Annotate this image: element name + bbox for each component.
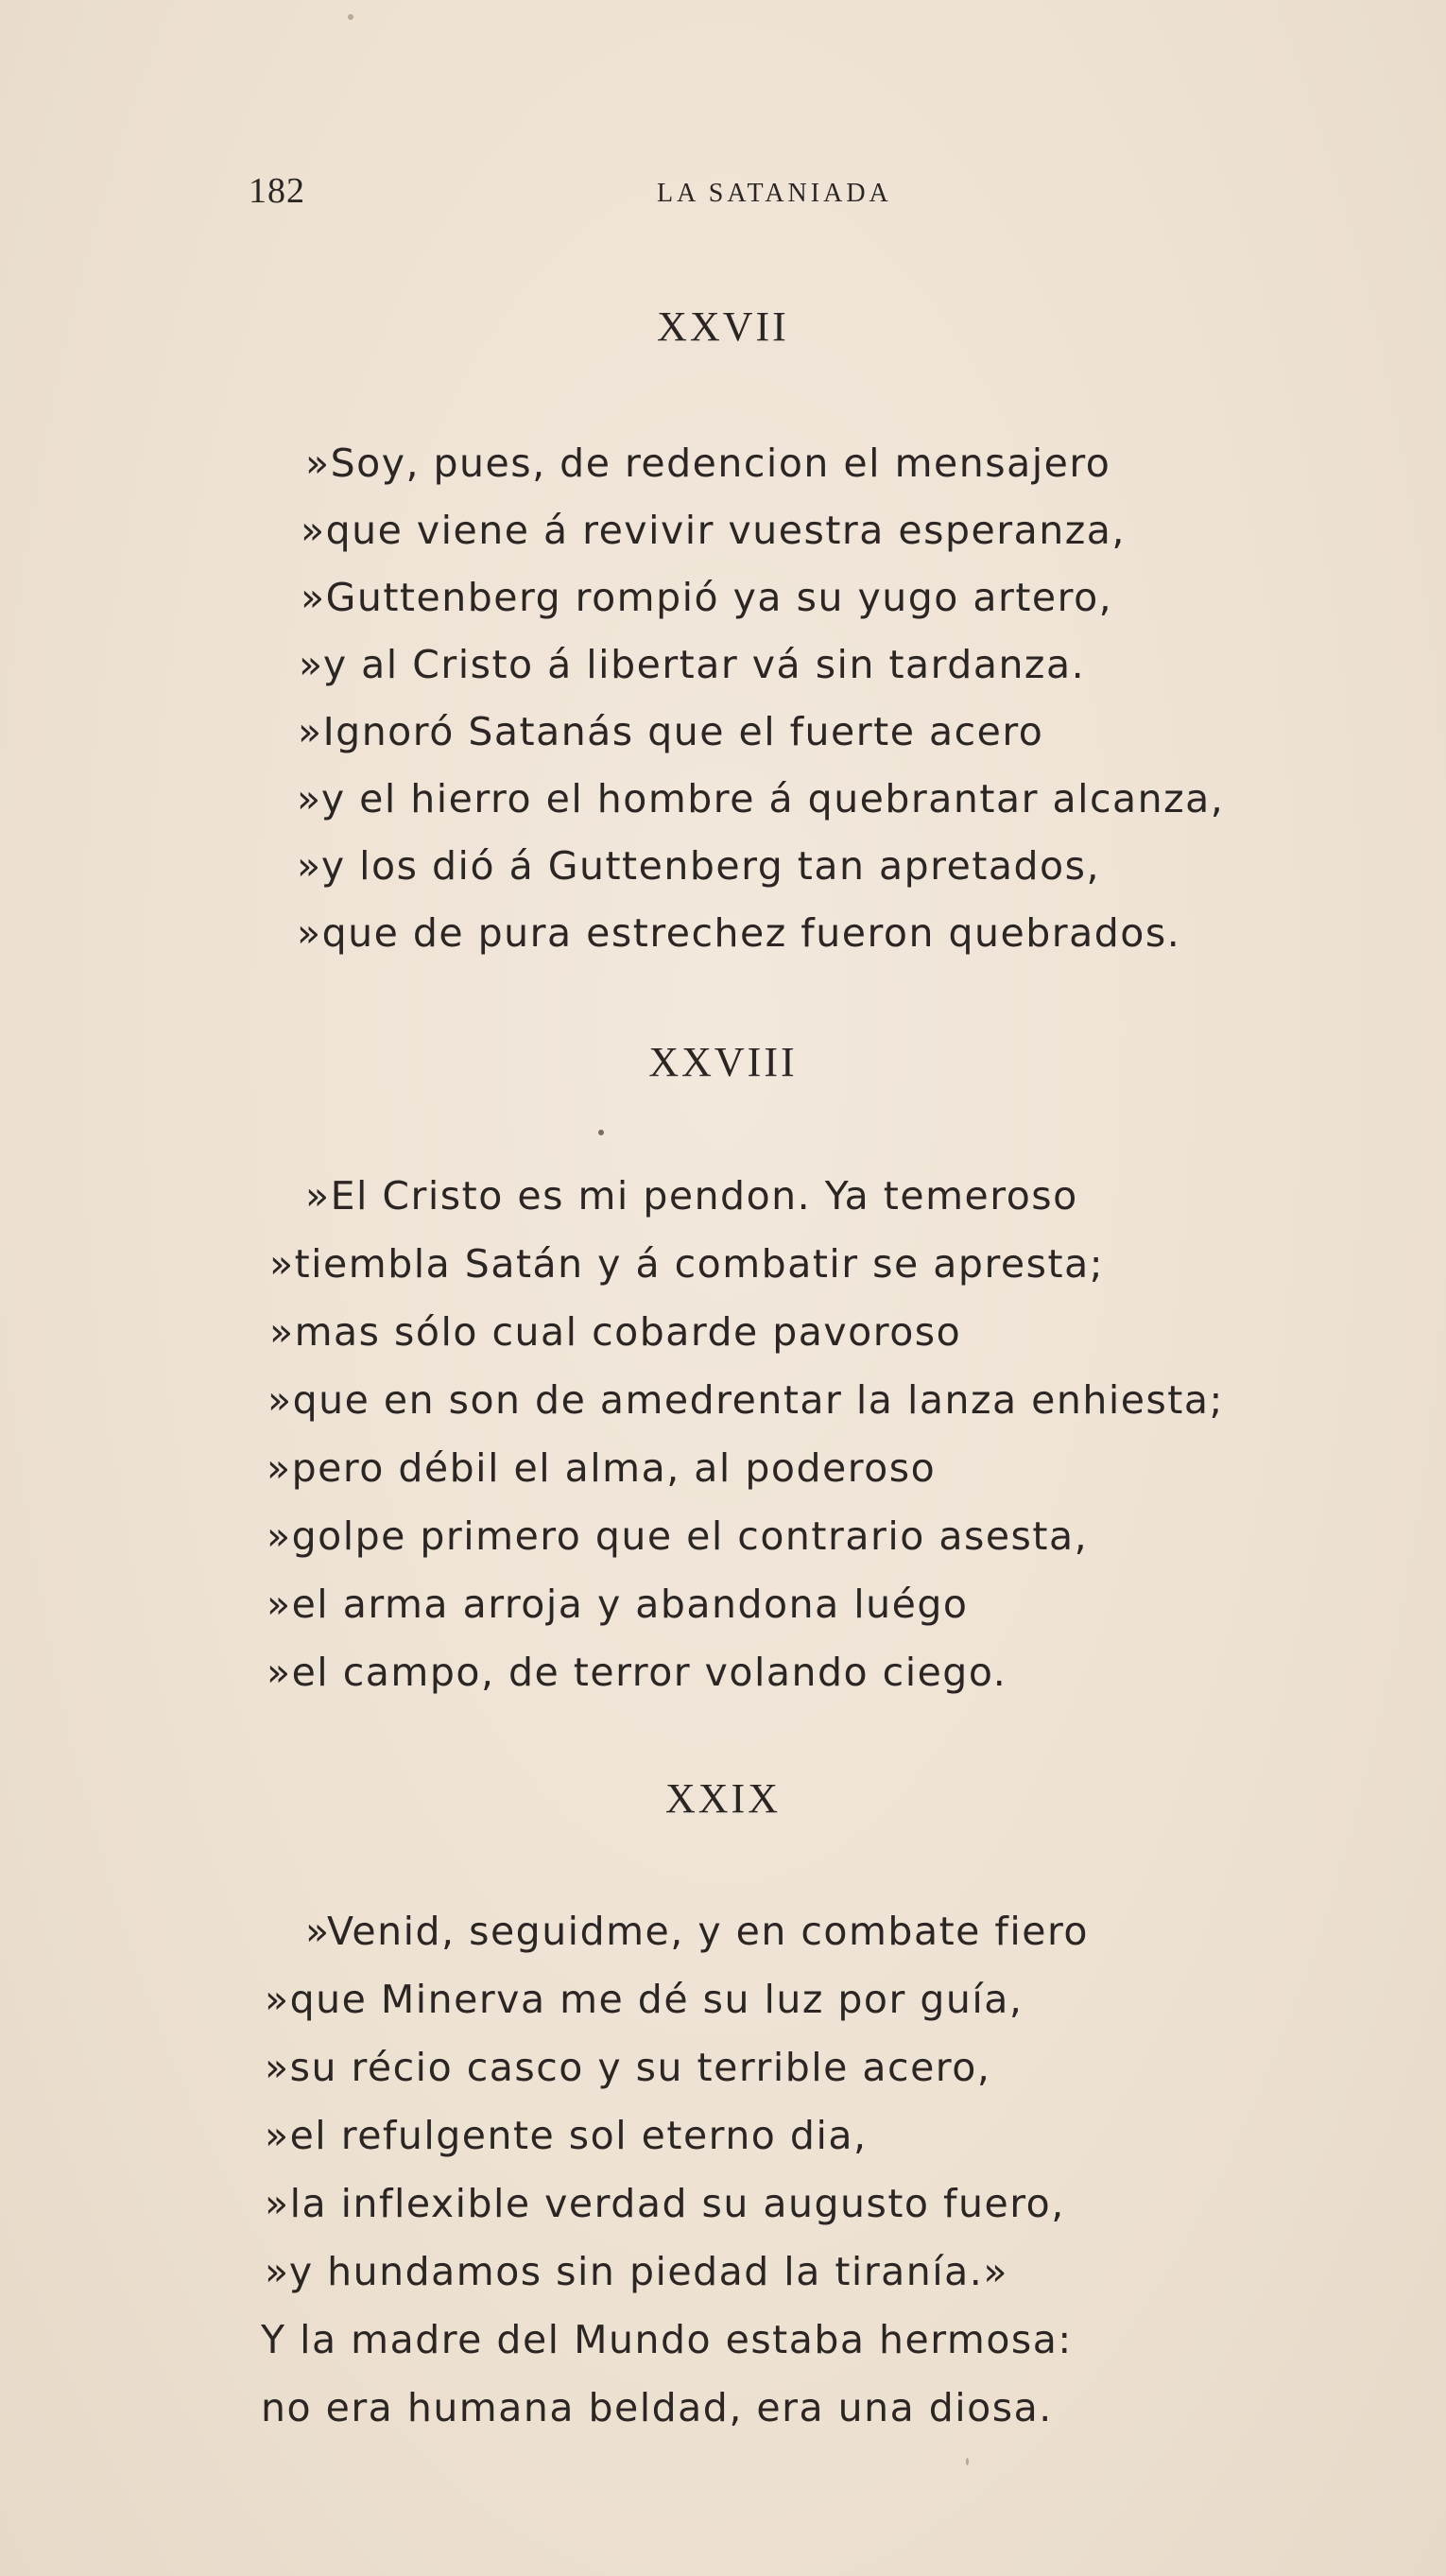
- verse-line: »la inflexible verdad su augusto fuero,: [265, 2181, 1065, 2226]
- paper-speck: [348, 14, 353, 20]
- verse-line: »su récio casco y su terrible acero,: [265, 2045, 991, 2090]
- running-head: [0, 170, 1446, 217]
- verse-line: »y el hierro el hombre á quebrantar alcanza,: [297, 776, 1225, 821]
- verse-line: »golpe primero que el contrario asesta,: [267, 1513, 1089, 1559]
- running-title: LA SATANIADA: [657, 179, 892, 208]
- paper-speck: [966, 2458, 969, 2465]
- verse-line: »Soy, pues, de redencion el mensajero: [305, 441, 1111, 486]
- verse-line: no era humana beldad, era una diosa.: [261, 2385, 1053, 2430]
- verse-line: »y hundamos sin piedad la tiranía.»: [265, 2249, 1008, 2294]
- verse-line: »que viene á revivir vuestra esperanza,: [301, 508, 1126, 553]
- stanza-number: XXVII: [657, 303, 789, 350]
- verse-line: »Venid, seguidme, y en combate fiero: [305, 1909, 1089, 1954]
- verse-line: »que en son de amedrentar la lanza enhiesta;: [267, 1377, 1224, 1423]
- verse-line: »El Cristo es mi pendon. Ya temeroso: [305, 1173, 1078, 1219]
- verse-line: »tiembla Satán y á combatir se apresta;: [269, 1241, 1105, 1287]
- stanza-number: XXVIII: [648, 1039, 798, 1085]
- verse-line: »pero débil el alma, al poderoso: [267, 1445, 937, 1491]
- verse-line: »y al Cristo á libertar vá sin tardanza.: [299, 642, 1086, 687]
- verse-line: »Guttenberg rompió ya su yugo artero,: [301, 575, 1113, 620]
- stanza-number: XXIX: [665, 1775, 781, 1822]
- verse-line: Y la madre del Mundo estaba hermosa:: [261, 2317, 1073, 2362]
- verse-line: »que Minerva me dé su luz por guía,: [265, 1977, 1024, 2022]
- verse-line: »el campo, de terror volando ciego.: [267, 1650, 1007, 1695]
- verse-line: »y los dió á Guttenberg tan apretados,: [297, 843, 1101, 889]
- verse-line: »el arma arroja y abandona luégo: [267, 1582, 969, 1627]
- verse-line: »que de pura estrechez fueron quebrados.: [297, 910, 1181, 956]
- verse-line: »mas sólo cual cobarde pavoroso: [269, 1309, 962, 1355]
- verse-line: »Ignoró Satanás que el fuerte acero: [298, 709, 1044, 754]
- paper-speck: [598, 1130, 604, 1135]
- verse-line: »el refulgente sol eterno dia,: [265, 2113, 868, 2158]
- page-number: 182: [249, 171, 305, 211]
